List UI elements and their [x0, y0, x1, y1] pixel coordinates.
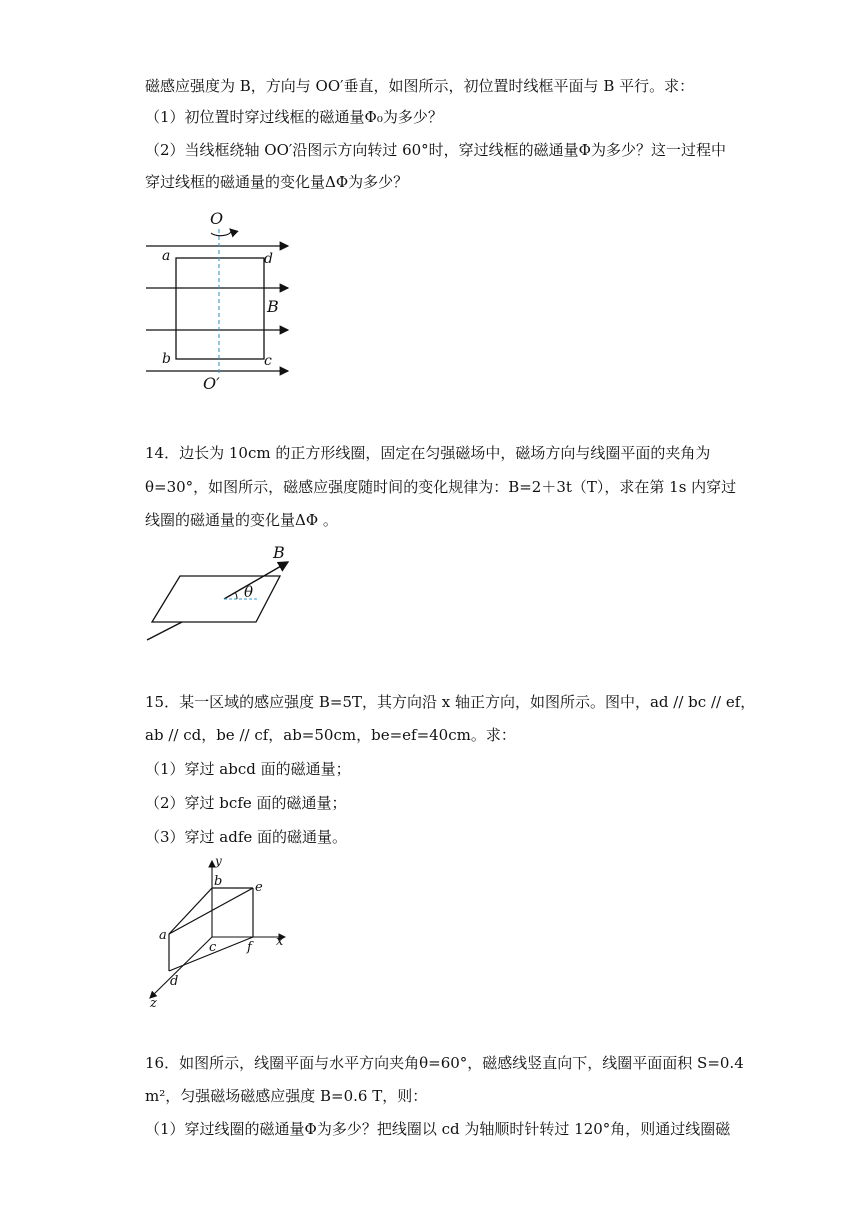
q15-text-line2: ab // cd，be // cf，ab=50cm，be=ef=40cm。求：	[145, 726, 516, 744]
label-c: c	[209, 940, 217, 955]
coil-plane	[152, 576, 280, 622]
label-d: d	[264, 251, 273, 267]
q15-figure	[140, 855, 300, 1010]
q16-text-line3: （1）穿过线圈的磁通量Φ为多少？把线圈以 cd 为轴顺时针转过 120°角，则通过线圈磁	[145, 1120, 731, 1138]
label-e: e	[255, 880, 263, 895]
angle-arc	[235, 592, 237, 599]
q15-text-line4: （2）穿过 bcfe 面的磁通量；	[145, 794, 347, 812]
coil-frame	[176, 258, 264, 359]
rotation-arrow-icon	[211, 229, 231, 236]
label-b: b	[162, 351, 171, 367]
field-vector	[224, 562, 288, 599]
q15-text-line5: （3）穿过 adfe 面的磁通量。	[145, 828, 348, 846]
q16-text-line2: m²，匀强磁场磁感应强度 B=0.6 T，则：	[145, 1087, 428, 1105]
q13-figure	[140, 205, 300, 395]
label-z: z	[150, 996, 157, 1010]
q14-figure	[140, 542, 310, 647]
label-f: f	[247, 940, 252, 955]
label-O-prime: O′	[203, 374, 220, 393]
label-c: c	[264, 353, 272, 369]
label-O: O	[210, 209, 224, 228]
label-B: B	[267, 297, 279, 316]
q13-text-line1: 磁感应强度为 B，方向与 OO′垂直，如图所示，初位置时线框平面与 B 平行。求：	[145, 77, 695, 95]
q15-text-line3: （1）穿过 abcd 面的磁通量；	[145, 760, 351, 778]
label-B: B	[273, 543, 285, 562]
q13-text-line4: 穿过线框的磁通量的变化量ΔΦ为多少？	[145, 173, 409, 191]
q14-text-line2: θ=30°，如图所示，磁感应强度随时间的变化规律为：B=2＋3t（T），求在第 1s 内穿过	[145, 478, 737, 496]
q13-text-line2: （1）初位置时穿过线框的磁通量Φ₀为多少？	[145, 108, 443, 126]
label-d: d	[170, 974, 179, 989]
q15-text-line1: 15．某一区域的感应强度 B=5T，其方向沿 x 轴正方向，如图所示。图中，ad // bc // ef，	[145, 693, 756, 711]
label-theta: θ	[244, 583, 254, 601]
q16-text-line1: 16．如图所示，线圈平面与水平方向夹角θ=60°，磁感线竖直向下，线圈平面面积 S=0.4	[145, 1054, 744, 1072]
label-b: b	[214, 874, 223, 889]
z-axis	[150, 937, 212, 998]
field-vector-lower	[147, 622, 182, 640]
label-a: a	[162, 248, 171, 264]
label-y: y	[215, 855, 222, 868]
q14-text-line3: 线圈的磁通量的变化量ΔΦ 。	[145, 511, 338, 529]
label-x: x	[276, 934, 284, 949]
label-a: a	[159, 928, 167, 943]
q14-text-line1: 14．边长为 10cm 的正方形线圈，固定在匀强磁场中，磁场方向与线圈平面的夹角为	[145, 444, 711, 462]
q13-text-line3: （2）当线框绕轴 OO′沿图示方向转过 60°时，穿过线框的磁通量Φ为多少？这一过程中	[145, 141, 726, 159]
